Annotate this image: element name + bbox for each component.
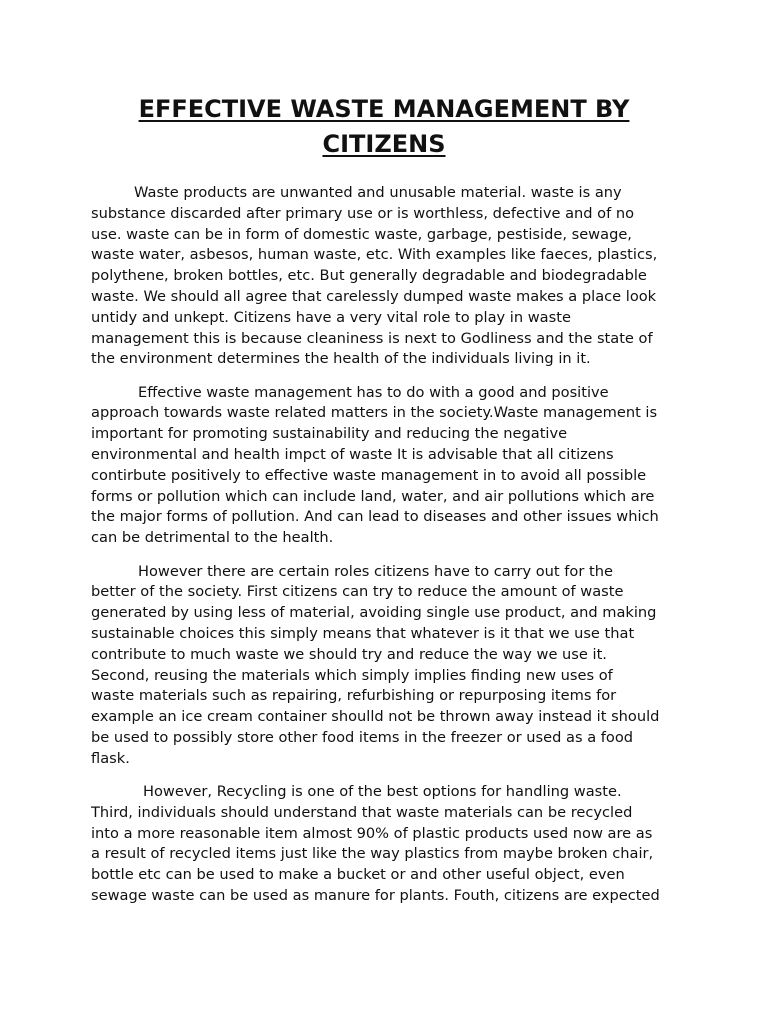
paragraph-line: Effective waste management has to do with a good and positive xyxy=(138,383,609,401)
paragraph-line: can be detrimental to the health. xyxy=(91,529,334,547)
paragraph-line: a result of recycled items just like the way plastics from maybe broken chair, xyxy=(91,845,654,863)
paragraph-line: contirbute positively to effective waste management in to avoid all possible xyxy=(91,466,647,484)
paragraph-line: be used to possibly store other food items in the freezer or used as a food xyxy=(91,728,634,746)
paragraph-line: bottle etc can be used to make a bucket or and other useful object, even xyxy=(91,866,625,884)
paragraph-line: environmental and health impct of waste It is advisable that all citizens xyxy=(91,446,614,464)
paragraph-line: into a more reasonable item almost 90% of plastic products used now are as xyxy=(91,824,653,842)
paragraph-line: important for promoting sustainability and reducing the negative xyxy=(91,425,568,443)
paragraph-line: untidy and unkept. Citizens have a very vital role to play in waste xyxy=(91,308,571,326)
paragraph-4 xyxy=(91,782,683,907)
paragraph-line: better of the society. First citizens can try to reduce the amount of waste xyxy=(91,583,624,601)
paragraph-line: Second, reusing the materials which simply implies finding new uses of xyxy=(91,666,613,684)
paragraph-2 xyxy=(91,383,683,549)
paragraph-line: the environment determines the health of the individuals living in it. xyxy=(91,350,591,368)
paragraph-line: approach towards waste related matters in the society.Waste management is xyxy=(91,404,658,422)
paragraph-line: However, Recycling is one of the best options for handling waste. xyxy=(143,783,622,801)
paragraph-line: the major forms of pollution. And can lead to diseases and other issues which xyxy=(91,508,659,526)
paragraph-line: generated by using less of material, avoiding single use product, and making xyxy=(91,604,657,622)
title-line: EFFECTIVE WASTE MANAGEMENT BY xyxy=(138,95,630,123)
paragraph-line: contribute to much waste we should try and reduce the way we use it. xyxy=(91,645,607,663)
paragraph-line: waste materials such as repairing, refurbishing or repurposing items for xyxy=(91,687,617,705)
document-body xyxy=(91,183,683,919)
document-title xyxy=(80,92,688,162)
paragraph-line: example an ice cream container shoulld not be thrown away instead it should xyxy=(91,708,660,726)
title-line: CITIZENS xyxy=(322,130,446,158)
paragraph-line: flask. xyxy=(91,749,130,767)
paragraph-line: However there are certain roles citizens have to carry out for the xyxy=(138,562,613,580)
paragraph-3 xyxy=(91,562,683,770)
paragraph-line: forms or pollution which can include land, water, and air pollutions which are xyxy=(91,487,655,505)
paragraph-line: waste water, asbesos, human waste, etc. With examples like faeces, plastics, xyxy=(91,246,658,264)
paragraph-line: Third, individuals should understand that waste materials can be recycled xyxy=(91,803,633,821)
paragraph-line: Waste products are unwanted and unusable material. waste is any xyxy=(134,184,622,201)
paragraph-line: sustainable choices this simply means that whatever is it that we use that xyxy=(91,624,635,642)
paragraph-line: management this is because cleaniness is next to Godliness and the state of xyxy=(91,329,653,347)
paragraph-1 xyxy=(91,183,683,370)
paragraph-line: sewage waste can be used as manure for plants. Fouth, citizens are expected xyxy=(91,887,660,904)
paragraph-line: substance discarded after primary use or is worthless, defective and of no xyxy=(91,204,635,222)
paragraph-line: polythene, broken bottles, etc. But generally degradable and biodegradable xyxy=(91,267,647,285)
paragraph-line: use. waste can be in form of domestic waste, garbage, pestiside, sewage, xyxy=(91,225,632,243)
paragraph-line: waste. We should all agree that carelessly dumped waste makes a place look xyxy=(91,287,657,305)
